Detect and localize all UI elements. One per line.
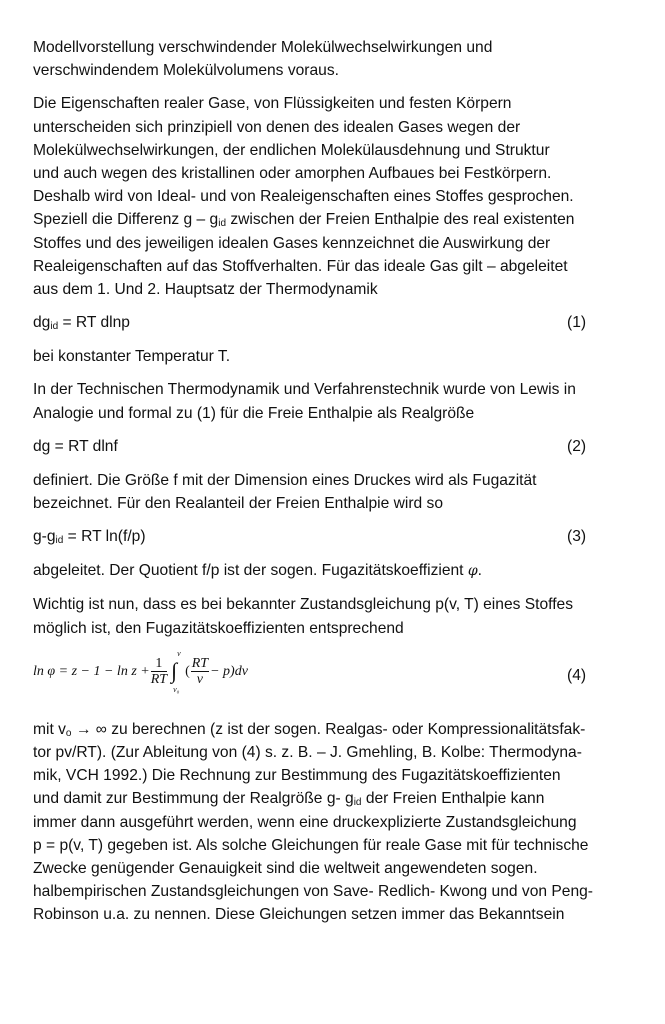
text-line: Deshalb wird von Ideal- und von Realeigenschaften eines Stoffes gesprochen.	[33, 188, 574, 206]
text-line: und auch wegen des kristallinen oder amorphen Aufbaues bei Festkörpern.	[33, 165, 552, 183]
integral-lower-limit: v₀	[173, 684, 180, 694]
text-line: definiert. Die Größe f mit der Dimension eines Druckes wird als Fugazität	[33, 471, 537, 489]
equation-text	[33, 528, 146, 545]
text-line: unterscheiden sich prinzipiell von denen des idealen Gases wegen der	[33, 118, 521, 136]
text-line: Realeigenschaften auf das Stoffverhalten. Für das ideale Gas gilt – abgeleitet	[33, 257, 568, 275]
text-line: In der Technischen Thermodynamik und Verfahrenstechnik wurde von Lewis in	[33, 381, 576, 399]
text-line: mik, VCH 1992.) Die Rechnung zur Bestimmung des Fugazitätskoeffizienten	[33, 767, 561, 785]
fraction-rt-over-v	[191, 656, 209, 687]
text-segment: g-g	[33, 528, 56, 546]
text-line: bezeichnet. Für den Realanteil der Freien Enthalpie wird so	[33, 495, 443, 513]
text-line: Die Eigenschaften realer Gase, von Flüssigkeiten und festen Körpern	[33, 95, 512, 113]
text-line: Stoffes und des jeweiligen idealen Gases kennzeichnet die Auswirkung der	[33, 234, 551, 252]
equation-3	[33, 525, 645, 549]
equation-number: (4)	[567, 666, 587, 684]
integral-sign: ∫	[171, 657, 178, 683]
text-line	[33, 718, 645, 741]
text-line: Robinson u.a. zu nennen. Diese Gleichungen setzen immer das Bekanntsein	[33, 906, 565, 924]
text-line: möglich ist, den Fugazitätskoeffizienten entsprechend	[33, 619, 404, 637]
fraction-numerator: RT	[191, 656, 209, 672]
subscript: id	[50, 321, 59, 333]
equation-text: dg = RT dlnf	[33, 437, 118, 455]
subscript: o	[65, 727, 72, 739]
text-line: Wichtig ist nun, dass es bei bekannter Zustandsgleichung p(v, T) eines Stoffes	[33, 596, 574, 614]
paragraph-2	[33, 92, 645, 301]
text-line: p = p(v, T) gegeben ist. Als solche Gleichungen für reale Gase mit für technische	[33, 836, 589, 854]
paragraph-8	[33, 718, 645, 927]
integral-upper-limit: v	[177, 648, 181, 658]
text-segment: mit v	[33, 720, 66, 738]
paragraph-6	[33, 559, 645, 583]
integral-symbol	[170, 648, 184, 694]
subscript: id	[353, 797, 362, 809]
paragraph-5	[33, 469, 645, 515]
text-segment: .	[477, 562, 483, 580]
text-line: aus dem 1. Und 2. Hauptsatz der Thermodynamik	[33, 281, 378, 299]
text-segment: und damit zur Bestimmung der Realgröße g- g	[33, 790, 354, 808]
text-segment: der Freien Enthalpie kann	[361, 790, 545, 808]
text-line: Analogie und formal zu (1) für die Freie Enthalpie als Realgröße	[33, 404, 475, 422]
subscript: id	[55, 535, 64, 547]
subscript: id	[218, 218, 227, 230]
fraction-1-over-rt	[151, 656, 167, 687]
paragraph-3	[33, 345, 645, 368]
paragraph-4	[33, 378, 645, 424]
text-line: Molekülwechselwirkungen, der endlichen Molekülausdehnung und Struktur	[33, 141, 550, 159]
text-line: Zwecke genügender Genauigkeit sind die weltweit angewendeten sogen.	[33, 860, 538, 878]
equation-number: (3)	[567, 528, 587, 546]
formula-tail: − p)dv	[210, 663, 248, 679]
text-line: verschwindendem Molekülvolumens voraus.	[33, 62, 339, 80]
equation-4	[33, 648, 645, 702]
phi-symbol: φ	[467, 563, 478, 580]
text-line: Modellvorstellung verschwindender Molekülwechselwirkungen und	[33, 39, 493, 56]
text-line: bei konstanter Temperatur T.	[33, 348, 231, 366]
document-page	[33, 36, 645, 937]
text-line	[33, 208, 645, 231]
text-line	[33, 787, 645, 810]
text-line: immer dann ausgeführt werden, wenn eine druckexplizierte Zustandsgleichung	[33, 813, 577, 831]
equation-formula	[33, 648, 248, 694]
text-line: tor pv/RT). (Zur Ableitung von (4) s. z. B. – J. Gmehling, B. Kolbe: Thermodyna-	[33, 744, 582, 762]
equation-2	[33, 435, 645, 459]
equation-text	[33, 314, 130, 331]
equation-number: (2)	[567, 437, 587, 455]
text-segment: = RT ln(f/p)	[63, 528, 146, 546]
paragraph-7	[33, 593, 645, 639]
text-line	[33, 559, 645, 583]
fraction-denominator: v	[196, 672, 204, 688]
formula-lhs: ln φ = z − 1 − ln z +	[33, 663, 150, 679]
text-segment: → ∞ zu berechnen (z ist der sogen. Realgas- oder Kompressionalitätsfak-	[71, 720, 586, 738]
paragraph-1	[33, 36, 645, 82]
open-paren: (	[185, 663, 190, 679]
text-segment: = RT dlnp	[58, 314, 130, 332]
text-segment: zwischen der Freien Enthalpie des real existenten	[226, 211, 575, 229]
text-line: halbempirischen Zustandsgleichungen von Save- Redlich- Kwong und von Peng-	[33, 883, 593, 901]
fraction-numerator: 1	[151, 656, 167, 672]
fraction-denominator: RT	[150, 672, 168, 688]
equation-1	[33, 311, 645, 335]
text-segment: dg	[33, 314, 51, 332]
equation-number: (1)	[567, 314, 587, 332]
text-segment: Speziell die Differenz g – g	[33, 211, 219, 229]
text-segment: abgeleitet. Der Quotient f/p ist der sogen. Fugazitätskoeffizient	[33, 562, 468, 580]
